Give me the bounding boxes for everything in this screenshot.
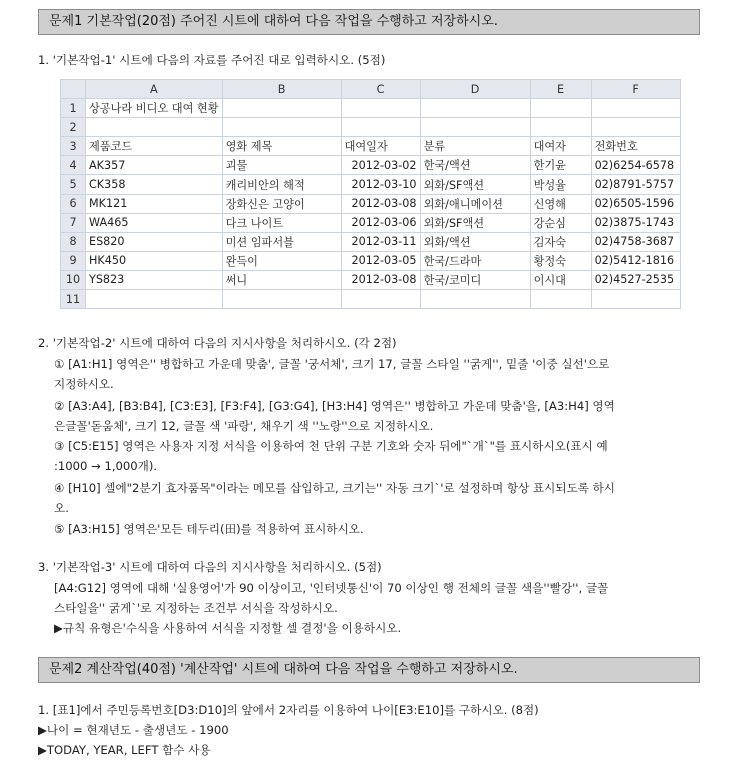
q1-2-line: 지정하시오. <box>54 377 114 391</box>
row-header[interactable]: 3 <box>61 137 86 156</box>
sheet-cell[interactable]: 02)8791-5757 <box>591 175 680 194</box>
sheet-cell[interactable] <box>341 118 420 137</box>
sheet-row <box>61 232 681 251</box>
sheet-cell[interactable]: 박성율 <box>530 175 591 194</box>
q1-3-title: 3. '기본작업-3' 시트에 대하여 다음의 지시사항을 처리하시오. (5점) <box>38 560 382 574</box>
sheet-cell[interactable]: 2012-03-05 <box>341 251 420 270</box>
sheet-cell[interactable]: 외화/SF액션 <box>420 213 530 232</box>
sheet-cell[interactable] <box>341 290 420 309</box>
sheet-cell[interactable]: 대여일자 <box>341 137 420 156</box>
q2-banner: 문제2 계산작업(40점) '계산작업' 시트에 대하여 다음 작업을 수행하고 저장하시오. <box>38 657 700 683</box>
sheet-cell[interactable]: 2012-03-08 <box>341 194 420 213</box>
sheet-cell[interactable]: 2012-03-02 <box>341 156 420 175</box>
sheet-cell[interactable]: 이시대 <box>530 270 591 289</box>
sheet-row <box>61 270 681 289</box>
sheet-cell[interactable]: CK358 <box>86 175 223 194</box>
q1-banner: 문제1 기본작업(20점) 주어진 시트에 대하여 다음 작업을 수행하고 저장하시오. <box>38 9 700 35</box>
row-header[interactable]: 6 <box>61 194 86 213</box>
sheet-cell[interactable]: 2012-03-10 <box>341 175 420 194</box>
sheet-cell[interactable]: 완득이 <box>222 251 341 270</box>
column-header[interactable]: C <box>341 80 420 99</box>
q2-1-line: ▶TODAY, YEAR, LEFT 함수 사용 <box>38 743 211 757</box>
sheet-cell[interactable]: 장화신은 고양이 <box>222 194 341 213</box>
q1-3-line: ▶규칙 유형은'수식을 사용하여 서식을 지정할 셀 결정'을 이용하시오. <box>54 621 402 635</box>
sheet-cell[interactable]: 다크 나이트 <box>222 213 341 232</box>
row-header[interactable]: 1 <box>61 99 86 118</box>
sheet-cell[interactable] <box>341 99 420 118</box>
sheet-cell[interactable]: 대여자 <box>530 137 591 156</box>
q1-2-line: ④ [H10] 셀에"2분기 효자품목"이라는 메모를 삽입하고, 크기는'' 자동 크기`'로 설정하며 항상 표시되도록 하시 <box>54 481 616 495</box>
sheet-cell[interactable]: 강순심 <box>530 213 591 232</box>
column-header-row <box>61 80 681 99</box>
q1-1-title: 1. '기본작업-1' 시트에 다음의 자료를 주어진 대로 입력하시오. (5점) <box>38 53 386 67</box>
q1-3-line: 스타일을'' 굵게`'로 지정하는 조건부 서식을 작성하시오. <box>54 601 338 615</box>
sheet-cell[interactable]: 2012-03-06 <box>341 213 420 232</box>
sheet-cell[interactable]: WA465 <box>86 213 223 232</box>
row-header[interactable]: 7 <box>61 213 86 232</box>
sheet-row <box>61 251 681 270</box>
column-header[interactable]: A <box>86 80 223 99</box>
sheet-cell[interactable]: 외화/액션 <box>420 232 530 251</box>
sheet-cell[interactable]: MK121 <box>86 194 223 213</box>
sheet-cell[interactable]: 캐리비안의 해적 <box>222 175 341 194</box>
q1-2-title: 2. '기본작업-2' 시트에 대하여 다음의 지시사항을 처리하시오. (각 2점) <box>38 336 397 350</box>
sheet-cell[interactable]: 02)4758-3687 <box>591 232 680 251</box>
column-header[interactable]: F <box>591 80 680 99</box>
sheet-cell[interactable]: 김자숙 <box>530 232 591 251</box>
sheet-cell[interactable]: AK357 <box>86 156 223 175</box>
sheet-cell[interactable] <box>86 290 223 309</box>
sheet-cell[interactable]: 외화/SF액션 <box>420 175 530 194</box>
sheet-cell[interactable]: 신영해 <box>530 194 591 213</box>
sheet-cell[interactable]: 02)6254-6578 <box>591 156 680 175</box>
sheet-cell[interactable]: 제품코드 <box>86 137 223 156</box>
sheet-cell[interactable] <box>420 99 530 118</box>
sheet-cell[interactable]: 써니 <box>222 270 341 289</box>
row-header[interactable]: 11 <box>61 290 86 309</box>
sheet-row <box>61 137 681 156</box>
sheet-cell[interactable] <box>591 290 680 309</box>
column-header[interactable]: E <box>530 80 591 99</box>
sheet-cell[interactable]: 한국/액션 <box>420 156 530 175</box>
q1-2-line: ⑤ [A3:H15] 영역은'모든 테두리(田)를 적용하여 표시하시오. <box>54 522 364 536</box>
sheet-cell[interactable] <box>591 99 680 118</box>
sheet-row <box>61 175 681 194</box>
sheet-cell[interactable] <box>222 99 341 118</box>
sheet-cell[interactable]: 한국/드라마 <box>420 251 530 270</box>
sheet-cell[interactable]: 영화 제목 <box>222 137 341 156</box>
row-header[interactable]: 2 <box>61 118 86 137</box>
sheet-cell[interactable]: 상공나라 비디오 대여 현황 <box>86 99 223 118</box>
sheet-cell[interactable]: 황정숙 <box>530 251 591 270</box>
sheet-cell[interactable] <box>222 118 341 137</box>
q1-2-line: ① [A1:H1] 영역은'' 병합하고 가운데 맞춤', 글꼴 '궁서체', 크기 17, 글꼴 스타일 ''굵게'', 밑줄 '이중 실선'으로 <box>54 357 610 371</box>
sheet-cell[interactable]: 분류 <box>420 137 530 156</box>
sheet-cell[interactable]: 2012-03-11 <box>341 232 420 251</box>
q1-2-line: ② [A3:A4], [B3:B4], [C3:E3], [F3:F4], [G3:G4], [H3:H4] 영역은'' 병합하고 가운데 맞춤'을, [A3:H4] 영역 <box>54 399 615 413</box>
sheet-cell[interactable] <box>591 118 680 137</box>
sheet-cell[interactable]: YS823 <box>86 270 223 289</box>
corner-cell[interactable] <box>61 80 86 99</box>
sheet-row <box>61 118 681 137</box>
sheet-cell[interactable]: 한기윤 <box>530 156 591 175</box>
sheet-cell[interactable] <box>86 118 223 137</box>
sheet-row <box>61 194 681 213</box>
sheet-cell[interactable]: 전화번호 <box>591 137 680 156</box>
q1-2-line: ③ [C5:E15] 영역은 사용자 지정 서식을 이용하여 천 단위 구분 기호와 숫자 뒤에"`개`"를 표시하시오(표시 예 <box>54 439 608 453</box>
sheet-cell[interactable]: 괴물 <box>222 156 341 175</box>
row-header[interactable]: 5 <box>61 175 86 194</box>
column-header[interactable]: D <box>420 80 530 99</box>
sheet-cell[interactable]: 2012-03-08 <box>341 270 420 289</box>
sheet-cell[interactable]: HK450 <box>86 251 223 270</box>
row-header[interactable]: 4 <box>61 156 86 175</box>
sheet-cell[interactable] <box>530 290 591 309</box>
sheet-cell[interactable]: 02)4527-2535 <box>591 270 680 289</box>
sheet-row <box>61 213 681 232</box>
row-header[interactable]: 8 <box>61 232 86 251</box>
sheet-cell[interactable]: 02)5412-1816 <box>591 251 680 270</box>
q1-2-line: :1000 → 1,000개). <box>54 459 158 473</box>
q1-2-line: 은글꼴'돋움체', 크기 12, 글꼴 색 '파랑', 채우기 색 ''노랑''으로 지정하시오. <box>54 419 434 433</box>
sheet-row <box>61 99 681 118</box>
sheet-cell[interactable] <box>222 290 341 309</box>
row-header[interactable]: 10 <box>61 270 86 289</box>
sheet-row <box>61 290 681 309</box>
column-header[interactable]: B <box>222 80 341 99</box>
sheet-cell[interactable]: 02)3875-1743 <box>591 213 680 232</box>
sheet-cell[interactable]: 02)6505-1596 <box>591 194 680 213</box>
q2-1-title: 1. [표1]에서 주민등록번호[D3:D10]의 앞에서 2자리를 이용하여 나이[E3:E10]를 구하시오. (8점) <box>38 703 539 717</box>
q1-2-line: 오. <box>54 501 69 515</box>
sheet-cell[interactable] <box>420 290 530 309</box>
spreadsheet <box>60 79 681 309</box>
sheet-cell[interactable]: 외화/애니메이션 <box>420 194 530 213</box>
sheet-cell[interactable] <box>530 99 591 118</box>
sheet-cell[interactable]: 한국/코미디 <box>420 270 530 289</box>
sheet-cell[interactable] <box>420 118 530 137</box>
q2-1-line: ▶나이 = 현재년도 - 출생년도 - 1900 <box>38 723 229 737</box>
sheet-cell[interactable]: 미션 임파서블 <box>222 232 341 251</box>
sheet-cell[interactable] <box>530 118 591 137</box>
row-header[interactable]: 9 <box>61 251 86 270</box>
q1-3-line: [A4:G12] 영역에 대해 '실용영어'가 90 이상이고, '인터넷통신'이 70 이상인 행 전체의 글꼴 색을''빨강'', 글꼴 <box>54 581 609 595</box>
sheet-cell[interactable]: ES820 <box>86 232 223 251</box>
sheet-row <box>61 156 681 175</box>
